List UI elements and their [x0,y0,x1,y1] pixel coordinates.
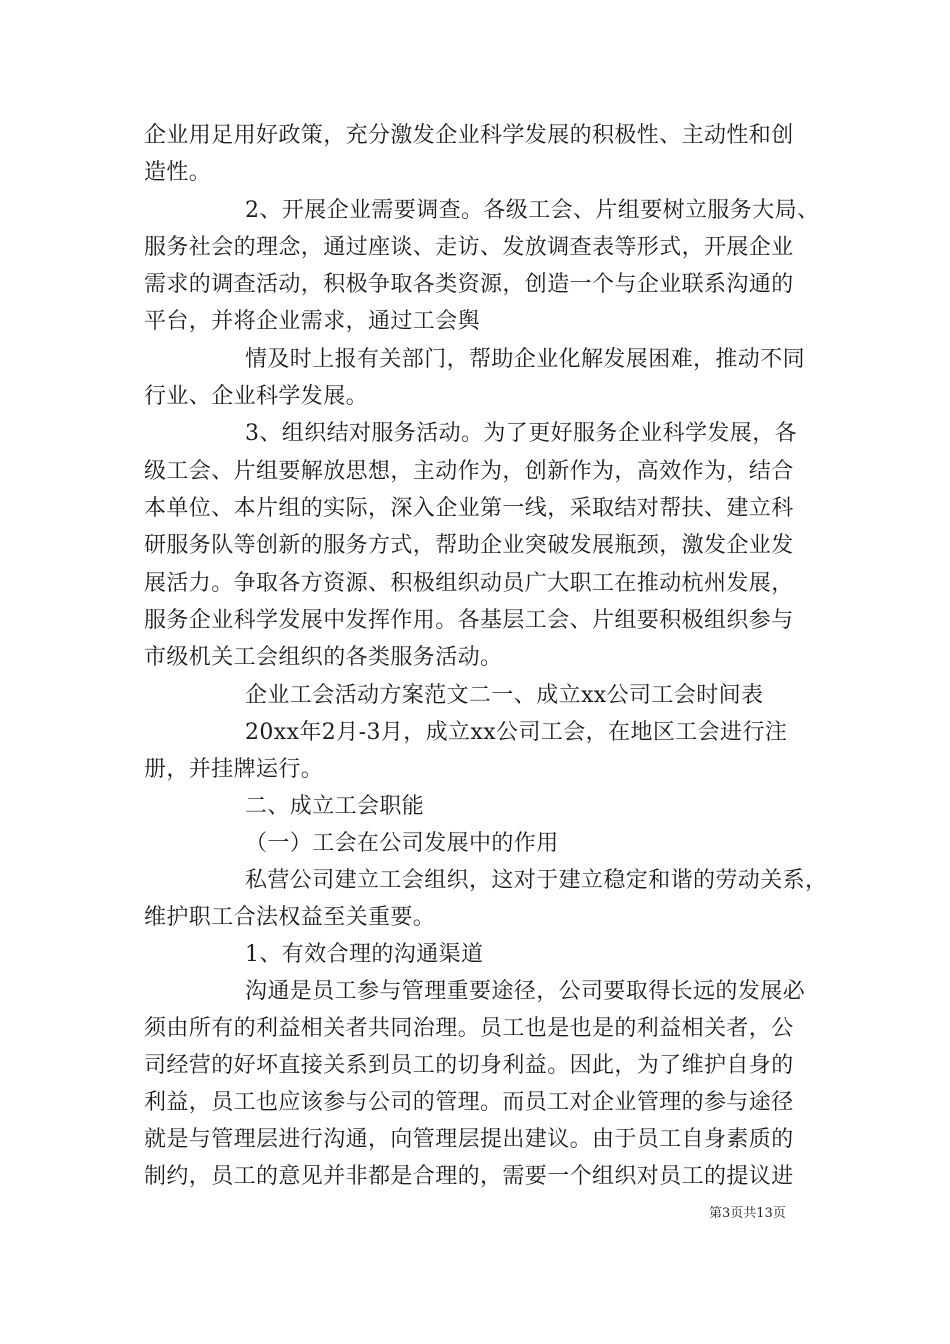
text-line: 本单位、本片组的实际，深入企业第一线，采取结对帮扶、建立科 [144,496,794,521]
text-line: 企业工会活动方案范文二一、成立xx公司工会时间表 [245,683,764,708]
text-line: 行业、企业科学发展。 [144,384,369,409]
text-line: 研服务队等创新的服务方式，帮助企业突破发展瓶颈，激发企业发 [144,533,794,558]
text-line: 沟通是员工参与管理重要途径，公司要取得长远的发展必 [245,979,806,1004]
text-line: 司经营的好坏直接关系到员工的切身利益。因此，为了维护自身的 [144,1053,794,1078]
page-number-footer: 第3页共13页 [709,1206,786,1221]
text-line: 私营公司建立工会组织，这对于建立稳定和谐的劳动关系， [245,868,828,893]
text-line: 情及时上报有关部门，帮助企业化解发展困难，推动不同 [245,347,806,372]
text-line: 1、有效合理的沟通渠道 [245,942,484,967]
text-line: 制约，员工的意见并非都是合理的，需要一个组织对员工的提议进 [144,1164,794,1189]
text-line: 展活力。争取各方资源、积极组织动员广大职工在推动杭州发展， [144,571,794,596]
text-line: 2、开展企业需要调查。各级工会、片组要树立服务大局、 [245,198,820,223]
text-line: 企业用足用好政策，充分激发企业科学发展的积极性、主动性和创 [144,123,794,148]
text-line: 二、成立工会职能 [245,794,425,819]
text-line: 利益，员工也应该参与公司的管理。而员工对企业管理的参与途径 [144,1090,794,1115]
text-line: 须由所有的利益相关者共同治理。员工也是也是的利益相关者，公 [144,1016,794,1041]
text-line: 级工会、片组要解放思想，主动作为，创新作为，高效作为，结合 [144,459,794,484]
text-line: 市级机关工会组织的各类服务活动。 [144,645,503,670]
text-line: 20xx年2月-3月，成立xx公司工会，在地区工会进行注 [245,720,788,745]
text-line: 服务社会的理念，通过座谈、走访、发放调查表等形式，开展企业 [144,235,794,260]
text-line: 需求的调查活动，积极争取各类资源，创造一个与企业联系沟通的 [144,272,794,297]
text-line: 就是与管理层进行沟通，向管理层提出建议。由于员工自身素质的 [144,1127,794,1152]
text-line: 3、组织结对服务活动。为了更好服务企业科学发展，各 [245,421,797,446]
text-line: 册，并挂牌运行。 [144,757,324,782]
text-line: 平台，并将企业需求，通过工会舆 [144,309,481,334]
text-line: 维护职工合法权益至关重要。 [144,905,436,930]
text-line: 服务企业科学发展中发挥作用。各基层工会、片组要积极组织参与 [144,608,794,633]
text-line: 造性。 [144,160,212,185]
text-line: （一）工会在公司发展中的作用 [245,831,559,856]
